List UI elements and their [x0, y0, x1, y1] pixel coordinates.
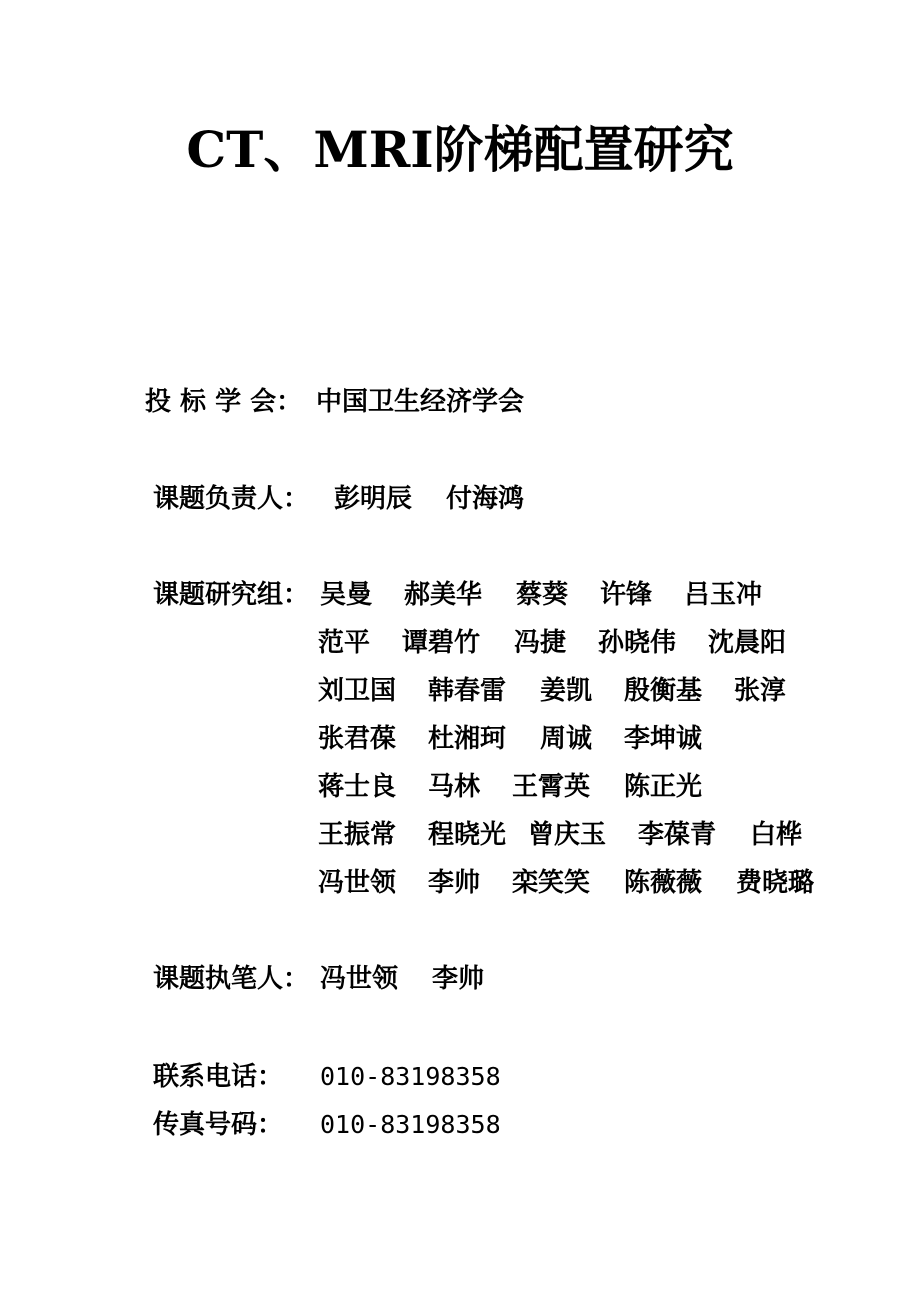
member-name: 李葆青	[638, 820, 717, 850]
member-name: 马林	[428, 772, 481, 802]
leader-name: 付海鸿	[446, 484, 525, 514]
member-name: 姜凯	[540, 676, 593, 706]
member-name: 蔡葵	[516, 580, 569, 610]
member-name: 程晓光	[428, 820, 507, 850]
member-name: 费晓璐	[736, 868, 815, 898]
research-group-label: 课题研究组：	[153, 580, 310, 610]
member-name: 殷衡基	[624, 676, 703, 706]
member-name: 王振常	[318, 820, 397, 850]
fax-number: 010-83198358	[320, 1110, 501, 1139]
member-name: 沈晨阳	[708, 628, 787, 658]
member-name: 李坤诚	[624, 724, 703, 754]
member-name: 许锋	[600, 580, 653, 610]
writer-name: 李帅	[432, 964, 485, 994]
member-name: 冯捷	[514, 628, 567, 658]
member-name: 杜湘珂	[428, 724, 507, 754]
phone-number: 010-83198358	[320, 1062, 501, 1091]
member-name: 李帅	[428, 868, 481, 898]
member-name: 栾笑笑	[512, 868, 591, 898]
member-name: 范平	[318, 628, 371, 658]
member-name: 刘卫国	[318, 676, 397, 706]
bid-society-value: 中国卫生经济学会	[316, 387, 525, 417]
member-name: 张君葆	[318, 724, 397, 754]
member-name: 吴曼	[320, 580, 373, 610]
member-name: 王霄英	[512, 772, 591, 802]
leaders-label: 课题负责人：	[153, 484, 310, 514]
member-name: 孙晓伟	[598, 628, 677, 658]
writers-label: 课题执笔人：	[153, 964, 310, 994]
leader-name: 彭明辰	[334, 484, 413, 514]
member-name: 蒋士良	[318, 772, 397, 802]
member-name: 白桦	[750, 820, 803, 850]
member-name: 吕玉冲	[684, 580, 763, 610]
bid-society-label: 投 标 学 会：	[145, 387, 303, 417]
member-name: 陈正光	[624, 772, 703, 802]
member-name: 谭碧竹	[402, 628, 481, 658]
member-name: 郝美华	[404, 580, 483, 610]
member-name: 曾庆玉	[528, 820, 607, 850]
phone-label: 联系电话：	[153, 1062, 284, 1092]
document-title: CT、MRI阶梯配置研究	[186, 120, 734, 179]
member-name: 陈薇薇	[624, 868, 703, 898]
fax-label: 传真号码：	[153, 1110, 284, 1140]
member-name: 周诚	[540, 724, 593, 754]
member-name: 冯世领	[318, 868, 397, 898]
member-name: 张淳	[734, 676, 787, 706]
member-name: 韩春雷	[428, 676, 507, 706]
writer-name: 冯世领	[320, 964, 399, 994]
